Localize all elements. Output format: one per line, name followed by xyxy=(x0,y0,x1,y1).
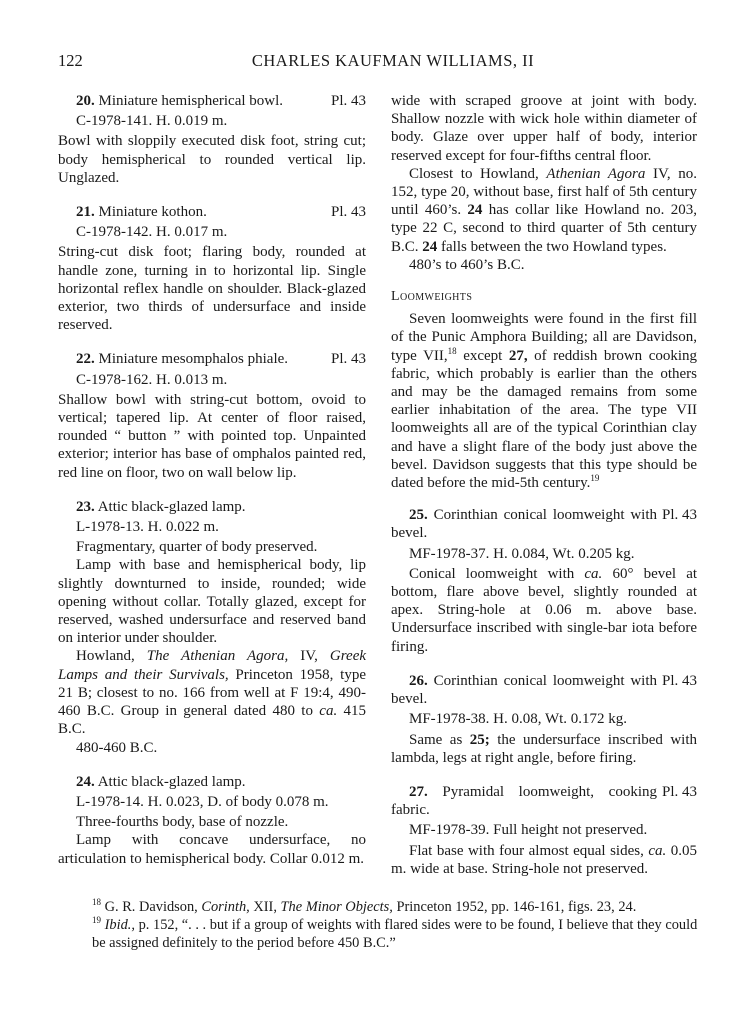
entry-description: Lamp with concave undersurface, no articulation to hemispherical body. Collar 0.012 m. xyxy=(58,832,366,867)
entry-title: 20. Miniature hemispherical bowl. Pl. 43 xyxy=(76,93,366,109)
plate-reference: Pl. 43 xyxy=(661,507,697,524)
catalog-entry-21 xyxy=(58,203,366,334)
entry-description: Lamp with base and hemispherical body, lip slightly downturned to inside, rounded; wide opening without collar. Totally glazed, except for reserved, washed undersurface and reserved band on interior under shoulder. xyxy=(58,557,366,647)
plate-reference: Pl. 43 xyxy=(330,93,366,109)
catalog-entry-24 xyxy=(58,773,366,868)
entry-title: 27. Pyramidal loomweight, cooking fabric. Pl. 43 xyxy=(391,783,697,819)
inventory-line: MF-1978-37. H. 0.084, Wt. 0.205 kg. xyxy=(409,545,635,562)
entry-description: String-cut disk foot; flaring body, rounded at handle zone, turning in to horizontal lip. Single horizontal reflex handle on shoulder. Black-glazed exterior, two thirds of undersurface and inside reserved. xyxy=(58,244,366,334)
plate-reference: Pl. 43 xyxy=(330,351,366,368)
entry-title: 23. Attic black-glazed lamp. xyxy=(76,498,246,515)
entry-24-reference: Closest to Howland, Athenian Agora IV, no. 152, type 20, without base, first half of 5th century until 460’s. 24 has collar like Howland no. 203, type 22 C, second to third quarter of 5th century B.C. 24 falls between the two Howland types. xyxy=(391,165,698,255)
catalog-entry-23 xyxy=(58,498,366,757)
inventory-line: C-1978-142. H. 0.017 m. xyxy=(76,224,228,241)
catalog-entry-26 xyxy=(391,672,697,767)
catalog-entry-25 xyxy=(391,506,697,656)
entry-24-continued: wide with scraped groove at joint with body. Shallow nozzle with wick hole within diameter of body. Glaze over upper half of body, interior reserved except for four-fifths central floor. xyxy=(391,93,697,164)
footnote-19: $^{19}$ Ibid., p. 152, “. . . but if a group of weights with flared sides were to be found, I believe that they could be assigned definitely to the period before 450 B.C.” xyxy=(92,915,698,951)
page-header xyxy=(58,52,708,74)
preservation-note: Three-fourths body, base of nozzle. xyxy=(76,814,289,831)
catalog-entry-22 xyxy=(58,350,366,481)
inventory-line: C-1978-141. H. 0.019 m. xyxy=(76,113,228,130)
running-title: CHARLES KAUFMAN WILLIAMS, II xyxy=(251,51,535,70)
entry-description: Same as 25; the undersurface inscribed with lambda, legs at right angle, before firing. xyxy=(391,731,698,766)
inventory-line: C-1978-162. H. 0.013 m. xyxy=(76,371,228,388)
entry-title: 24. Attic black-glazed lamp. xyxy=(76,773,246,790)
inventory-line: L-1978-13. H. 0.022 m. xyxy=(76,519,219,536)
date-range: 480-460 B.C. xyxy=(76,739,158,756)
catalog-entry-27 xyxy=(391,783,697,878)
plate-reference: Pl. 43 xyxy=(330,204,366,221)
inventory-line: MF-1978-38. H. 0.08, Wt. 0.172 kg. xyxy=(409,711,628,728)
entry-description: Shallow bowl with string-cut bottom, ovoid to vertical; tapered lip. At center of floor raised, rounded “ button ” with pointed top. Unpainted exterior; interior has base of omphalos painted red, red line on floor, two on wall below lip. xyxy=(58,391,366,481)
catalog-entry-20 xyxy=(58,92,366,187)
entry-description: Conical loomweight with ca. 60° bevel at bottom, flare above bevel, slightly rounded at apex. String-hole at 0.06 m. above base. Undersurface inscribed with single-bar iota before firing. xyxy=(391,565,698,655)
entry-description: Flat base with four almost equal sides, ca. 0.05 m. wide at base. String-hole not preserved. xyxy=(391,842,698,877)
loomweights-intro: Seven loomweights were found in the first fill of the Punic Amphora Building; all are Davidson, type VII,$^{18}$ except 27, of reddish brown cooking fabric, which probably is earlier than the others and may be the damaged remains from some earlier inhabitation of the area. The type VII loomweights all are of the typical Corinthian clay and have a slight flare of the body just above the bevel. Davidson suggests that this type should be dated before the mid-5th century.$^{19}$ xyxy=(391,311,698,492)
footnote-ref-19: 19 xyxy=(590,473,600,484)
bibliographic-reference: Howland, The Athenian Agora, IV, Greek Lamps and their Survivals, Princeton 1958, type 21 B; closest to no. 166 from well at F 19:4, 490-460 B.C. Group in general dated 480 to ca. 415 B.C. xyxy=(58,648,367,738)
section-heading-loomweights: Loomweights xyxy=(391,289,473,305)
entry-24-date: 480’s to 460’s B.C. xyxy=(409,256,525,273)
entry-title: 26. Corinthian conical loomweight with bevel. Pl. 43 xyxy=(391,672,697,708)
footnotes xyxy=(92,898,707,952)
inventory-line: L-1978-14. H. 0.023, D. of body 0.078 m. xyxy=(76,793,329,810)
right-column xyxy=(391,92,697,894)
plate-reference: Pl. 43 xyxy=(661,783,697,800)
entry-title: 22. Miniature mesomphalos phiale. Pl. 43 xyxy=(76,351,366,368)
entry-description: Bowl with sloppily executed disk foot, string cut; body hemispherical to rounded vertical lip. Unglazed. xyxy=(58,133,366,186)
left-column xyxy=(58,92,366,884)
page-number: 122 xyxy=(58,51,83,70)
preservation-note: Fragmentary, quarter of body preserved. xyxy=(76,539,318,556)
entry-title: 25. Corinthian conical loomweight with bevel. Pl. 43 xyxy=(391,507,697,542)
footnote-ref-18: 18 xyxy=(447,345,457,356)
entry-title: 21. Miniature kothon. Pl. 43 xyxy=(76,204,366,221)
plate-reference: Pl. 43 xyxy=(661,672,697,689)
inventory-line: MF-1978-39. Full height not preserved. xyxy=(409,822,648,839)
footnote-18: $^{18}$ G. R. Davidson, Corinth, XII, The Minor Objects, Princeton 1952, pp. 146-161, figs. 23, 24. xyxy=(92,897,637,915)
